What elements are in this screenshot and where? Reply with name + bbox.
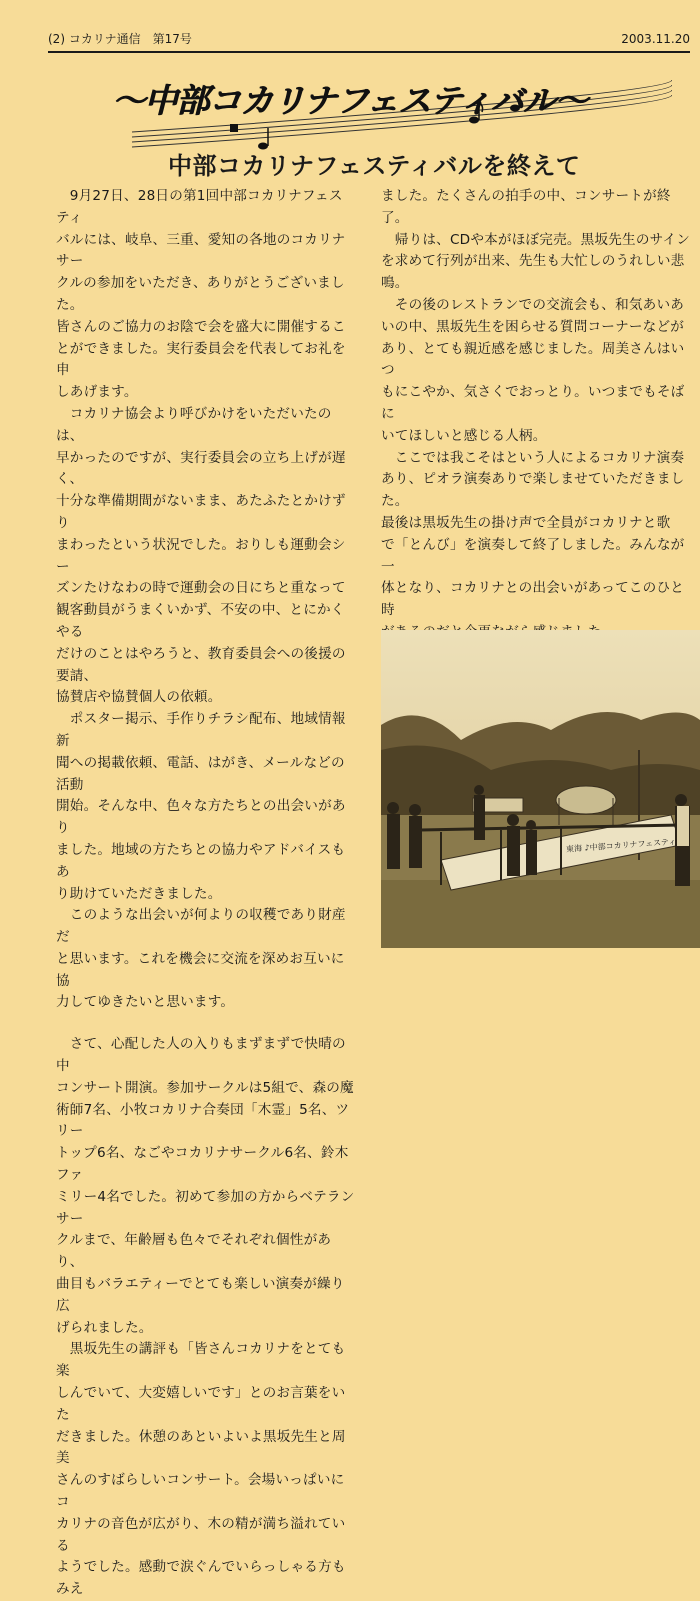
paragraph: その後のレストランでの交流会も、和気あいあ いの中、黒坂先生を困らせる質問コーナーなどが あり、とても親近感を感じました。周美さんはいつ もにこやか、気さくでおっとり。いつまでもそばに いてほしいと感じる人柄。 — [381, 296, 685, 444]
sign-main-text: ♪中部コカリナフェスティ — [584, 837, 677, 853]
sign-small-text: 東海 — [565, 843, 583, 854]
issue-date: 2003.11.20 — [621, 32, 690, 46]
paragraph: ポスター掲示、手作りチラシ配布、地域情報新 聞への掲載依頼、電話、はがき、メールなどの活動 開始。そんな中、色々な方たちとの出会いがあり ました。地域の方たちとの協力やアドバイスもあ り助けていただきました。 — [56, 711, 346, 902]
park-scene-image — [381, 630, 700, 948]
event-photo — [381, 630, 700, 948]
banner-title-text: 〜中部コカリナフェスティバル〜 — [112, 81, 587, 120]
paragraph: 黒坂先生の講評も「皆さんコカリナをとても楽 しんでいて、大変嬉しいです」とのお言葉をいた だきました。休憩のあといよいよ黒坂先生と周美 さんのすばらしいコンサート。会場いっぱいにコ カリナの音色が広がり、木の精が満ち溢れている ようでした。感動で涙ぐんでいらっしゃる方もみえ — [56, 1341, 346, 1598]
paragraph: 9月27日、28日の第1回中部コカリナフェスティ バルには、岐阜、三重、愛知の各地のコカリナサー クルの参加をいただき、ありがとうございました。 皆さんのご協力のお陰で会を盛大に開催するこ とができました。実行委員会を代表してお礼を申 しあげます。 — [56, 188, 346, 401]
paragraph: さて、心配した人の入りもまずまずで快晴の中 コンサート開演。参加サークルは5組で、森の魔 術師7名、小牧コカリナ合奏団「木霊」5名、ツリー トップ6名、なごやコカリナサークル6名、鈴木ファ ミリー4名でした。初めて参加の方からベテランサー クルまで、年齢層も色々でそれぞれ個性があり、 曲目もバラエティーでとても楽しい演奏が繰り広 げられました。 — [56, 1036, 355, 1336]
article-column-left — [56, 186, 356, 1601]
paragraph: このような出会いが何よりの収穫であり財産だ と思います。これを機会に交流を深めお互いに協 力してゆきたいと思います。 — [56, 907, 346, 1011]
paragraph: ました。たくさんの拍手の中、コンサートが終了。 — [381, 188, 671, 226]
issue-label: (2) コカリナ通信 第17号 — [48, 32, 192, 46]
article-subtitle: 中部コカリナフェスティバルを終えて — [168, 152, 581, 180]
paragraph-gap — [56, 1014, 356, 1034]
paragraph: コカリナ協会より呼びかけをいただいたのは、 早かったのですが、実行委員会の立ち上げが遅く、 十分な準備期間がないまま、あたふたとかけずり まわったという状況でした。おりしも運動会シー ズンたけなわの時で運動会の日にちと重なって 観客動員がうまくいかず、不安の中、とにかくやる だけのことはやろうと、教育委員会への後援の要請、 協賛店や協賛個人の依頼。 — [56, 405, 346, 706]
page-header — [48, 30, 690, 48]
paragraph: ここでは我こそはという人によるコカリナ演奏 あり、ピオラ演奏ありで楽しませていただきました。 最後は黒坂先生の掛け声で全員がコカリナと歌 で「とんび」を演奏して終了しました。みんなが一 体となり、コカリナとの出会いがあってこのひと時 — [381, 449, 685, 619]
paragraph: 帰りは、CDや本がほぼ完売。黒坂先生のサイン を求めて行列が出来、先生も大忙しのうれしい悲鳴。 — [381, 231, 691, 292]
header-rule — [48, 51, 690, 53]
banner-title — [112, 74, 672, 154]
